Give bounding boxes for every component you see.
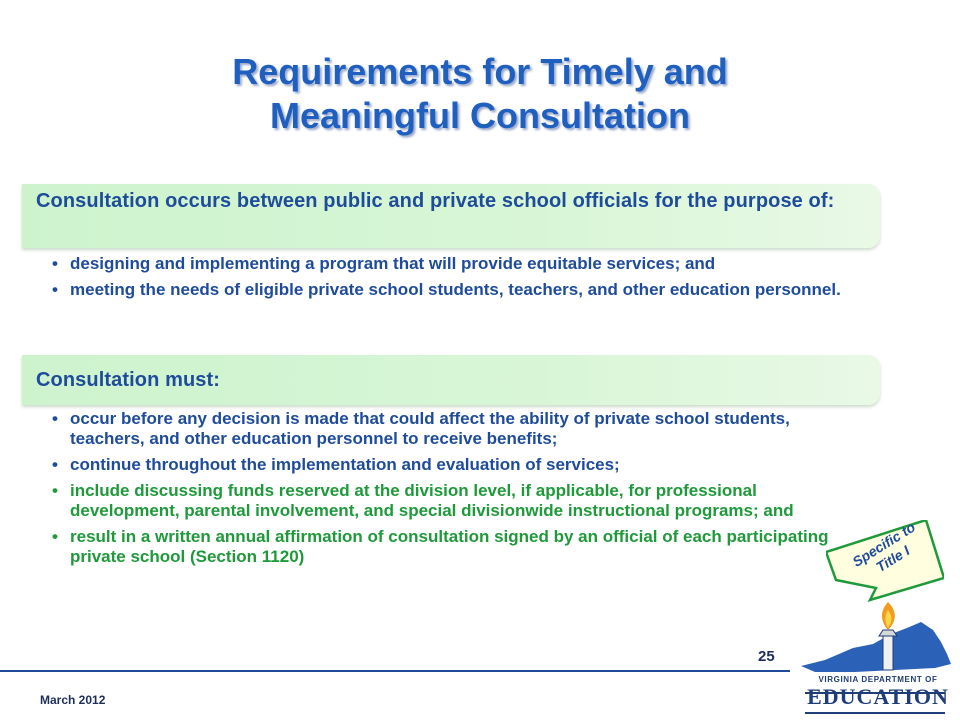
slide-title [0, 50, 960, 138]
callout-text: Specific to Title I [849, 518, 919, 576]
bullet-text: meeting the needs of eligible private school students, teachers, and other education personnel. [70, 280, 841, 299]
bullet-icon: • [52, 254, 58, 273]
list-item [50, 254, 850, 274]
list-item [50, 455, 850, 475]
bullet-icon: • [52, 481, 58, 500]
section-1-bullets [50, 254, 850, 306]
bullet-text: designing and implementing a program that will provide equitable services; and [70, 254, 716, 273]
section-1-heading: Consultation occurs between public and private school officials for the purpose of: [36, 190, 835, 212]
bullet-icon: • [52, 455, 58, 474]
list-item [50, 409, 850, 449]
bullet-icon: • [52, 280, 58, 299]
slide-title-line-2: Meaningful Consultation [270, 95, 690, 136]
page-number: 25 [758, 648, 775, 665]
logo-top-text: VIRGINIA DEPARTMENT OF [818, 675, 938, 684]
footer-date: March 2012 [40, 693, 106, 707]
bullet-text: include discussing funds reserved at the division level, if applicable, for professional development, parental involvement, and special divisionwide instructional programs; and [70, 481, 794, 520]
bullet-text: continue throughout the implementation and evaluation of services; [70, 455, 620, 474]
list-item [50, 280, 850, 300]
list-item [50, 527, 850, 567]
list-item [50, 481, 850, 521]
bullet-text: occur before any decision is made that could affect the ability of private school students, teachers, and other education personnel to receive benefits; [70, 409, 790, 448]
footer-divider [0, 670, 790, 672]
bullet-icon: • [52, 409, 58, 428]
slide-title-line-1: Requirements for Timely and [232, 51, 728, 92]
bullet-icon: • [52, 527, 58, 546]
bullet-text: result in a written annual affirmation of consultation signed by an official of each participating private school (Section 1120) [70, 527, 829, 566]
section-2-heading: Consultation must: [36, 369, 221, 391]
section-2-bullets [50, 409, 850, 573]
logo-main-text: EDUCATION [807, 684, 949, 709]
